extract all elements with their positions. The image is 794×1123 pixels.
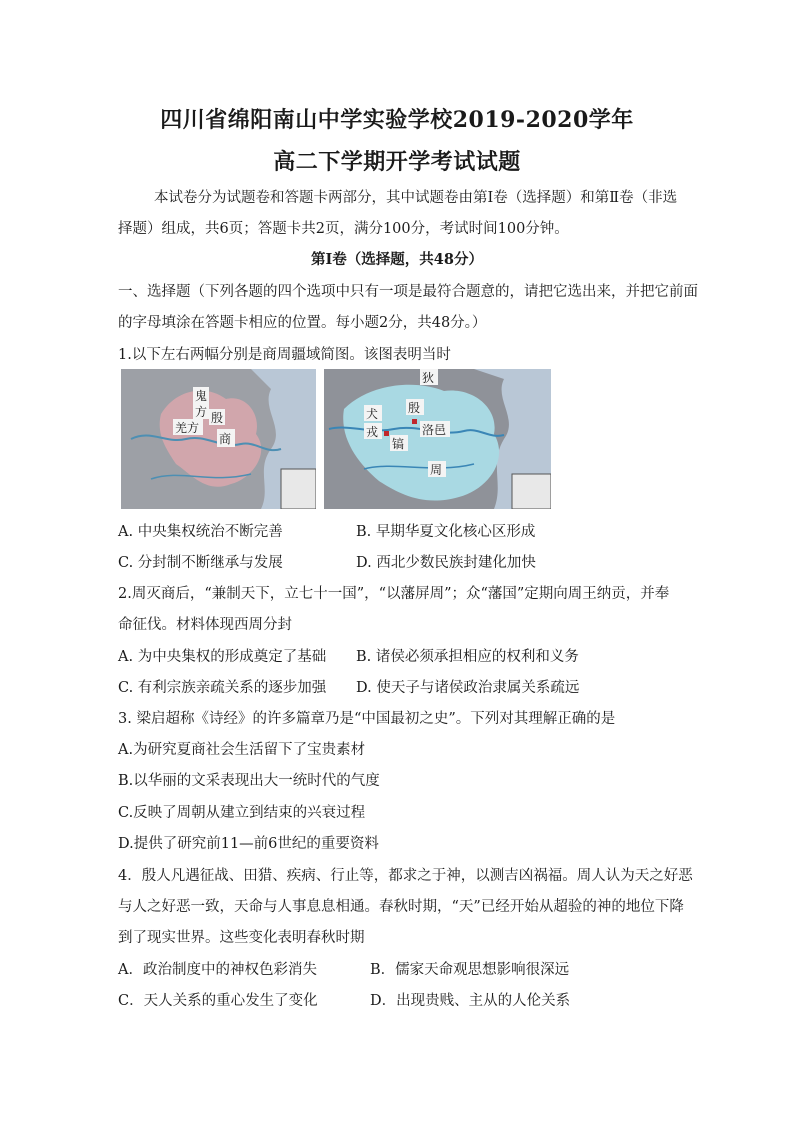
map-label-quan: 犬 xyxy=(366,407,379,421)
question-2-stem-line2: 命征伐。材料体现西周分封 xyxy=(118,617,292,633)
zhou-map-image xyxy=(324,369,551,509)
intro-text-line1: 本试卷分为试题卷和答题卡两部分，其中试题卷由第Ⅰ卷（选择题）和第Ⅱ卷（非选 xyxy=(154,190,678,206)
question-1-option-a: A. 中央集权统治不断完善 xyxy=(118,524,283,540)
question-2-option-c: C. 有利宗族亲疏关系的逐步加强 xyxy=(118,680,327,696)
intro-text-line2: 择题）组成，共6页；答题卡共2页，满分100分，考试时间100分钟。 xyxy=(118,221,569,237)
question-4-option-b: B．儒家天命观思想影响很深远 xyxy=(370,962,570,978)
map-label-rong: 戎 xyxy=(366,425,379,439)
map-label-hao: 镐 xyxy=(392,437,405,451)
question-1-stem: 1.以下左右两幅分别是商周疆域简图。该图表明当时 xyxy=(118,347,451,363)
map-label-shang: 商 xyxy=(219,432,232,446)
question-4-stem-line1: 4．殷人凡遇征战、田猎、疾病、行止等，都求之于神，以测吉凶祸福。周人认为天之好恶 xyxy=(118,868,693,884)
question-3-option-a: A.为研究夏商社会生活留下了宝贵素材 xyxy=(118,742,366,758)
question-1-option-b: B. 早期华夏文化核心区形成 xyxy=(356,524,536,540)
page-title: 四川省绵阳南山中学实验学校2019-2020学年 xyxy=(160,107,634,133)
map-label-zhou: 周 xyxy=(430,463,443,477)
page-subtitle: 高二下学期开学考试试题 xyxy=(273,149,521,175)
map-label-yin-zhou: 殷 xyxy=(408,401,421,415)
question-3-option-c: C.反映了周朝从建立到结束的兴衰过程 xyxy=(118,805,366,821)
section-instruction-line1: 一、选择题（下列各题的四个选项中只有一项是最符合题意的，请把它选出来，并把它前面 xyxy=(118,284,698,300)
question-2-option-d: D. 使天子与诸侯政治隶属关系疏远 xyxy=(356,680,580,696)
question-2-stem-line1: 2.周灭商后，“兼制天下，立七十一国”，“以藩屏周”；众“藩国”定期向周王纳贡，并奉 xyxy=(118,586,670,602)
map-label-qiangfang: 羌方 xyxy=(175,421,200,435)
map-label-di: 狄 xyxy=(422,371,435,385)
question-2-option-a: A. 为中央集权的形成奠定了基础 xyxy=(118,649,327,665)
map-label-luoyi: 洛邑 xyxy=(422,423,447,437)
question-4-stem-line2: 与人之好恶一致，天命与人事息息相通。春秋时期，“天”已经开始从超验的神的地位下降 xyxy=(118,899,684,915)
shang-map-image xyxy=(121,369,316,509)
question-1-option-c: C. 分封制不断继承与发展 xyxy=(118,555,283,571)
map-label-fang: 方 xyxy=(195,405,208,419)
map-label-yin: 殷 xyxy=(211,411,224,425)
question-3-option-b: B.以华丽的文采表现出大一统时代的气度 xyxy=(118,773,380,789)
question-1-option-d: D. 西北少数民族封建化加快 xyxy=(356,555,536,571)
question-3-option-d: D.提供了研究前11—前6世纪的重要资料 xyxy=(118,836,379,852)
question-4-option-c: C．天人关系的重心发生了变化 xyxy=(118,993,318,1009)
section-title: 第Ⅰ卷（选择题，共48分） xyxy=(311,251,483,268)
question-4-stem-line3: 到了现实世界。这些变化表明春秋时期 xyxy=(118,930,365,946)
section-instruction-line2: 的字母填涂在答题卡相应的位置。每小题2分，共48分。） xyxy=(118,315,487,331)
map-label-gui: 鬼 xyxy=(195,389,208,403)
question-3-stem: 3. 梁启超称《诗经》的许多篇章乃是“中国最初之史”。下列对其理解正确的是 xyxy=(118,711,616,727)
question-4-option-a: A．政治制度中的神权色彩消失 xyxy=(118,962,317,978)
zhou-territory-map xyxy=(324,369,551,509)
shang-territory-map xyxy=(121,369,316,509)
question-4-option-d: D．出现贵贱、主从的人伦关系 xyxy=(370,993,571,1009)
question-2-option-b: B. 诸侯必须承担相应的权利和义务 xyxy=(356,649,579,665)
